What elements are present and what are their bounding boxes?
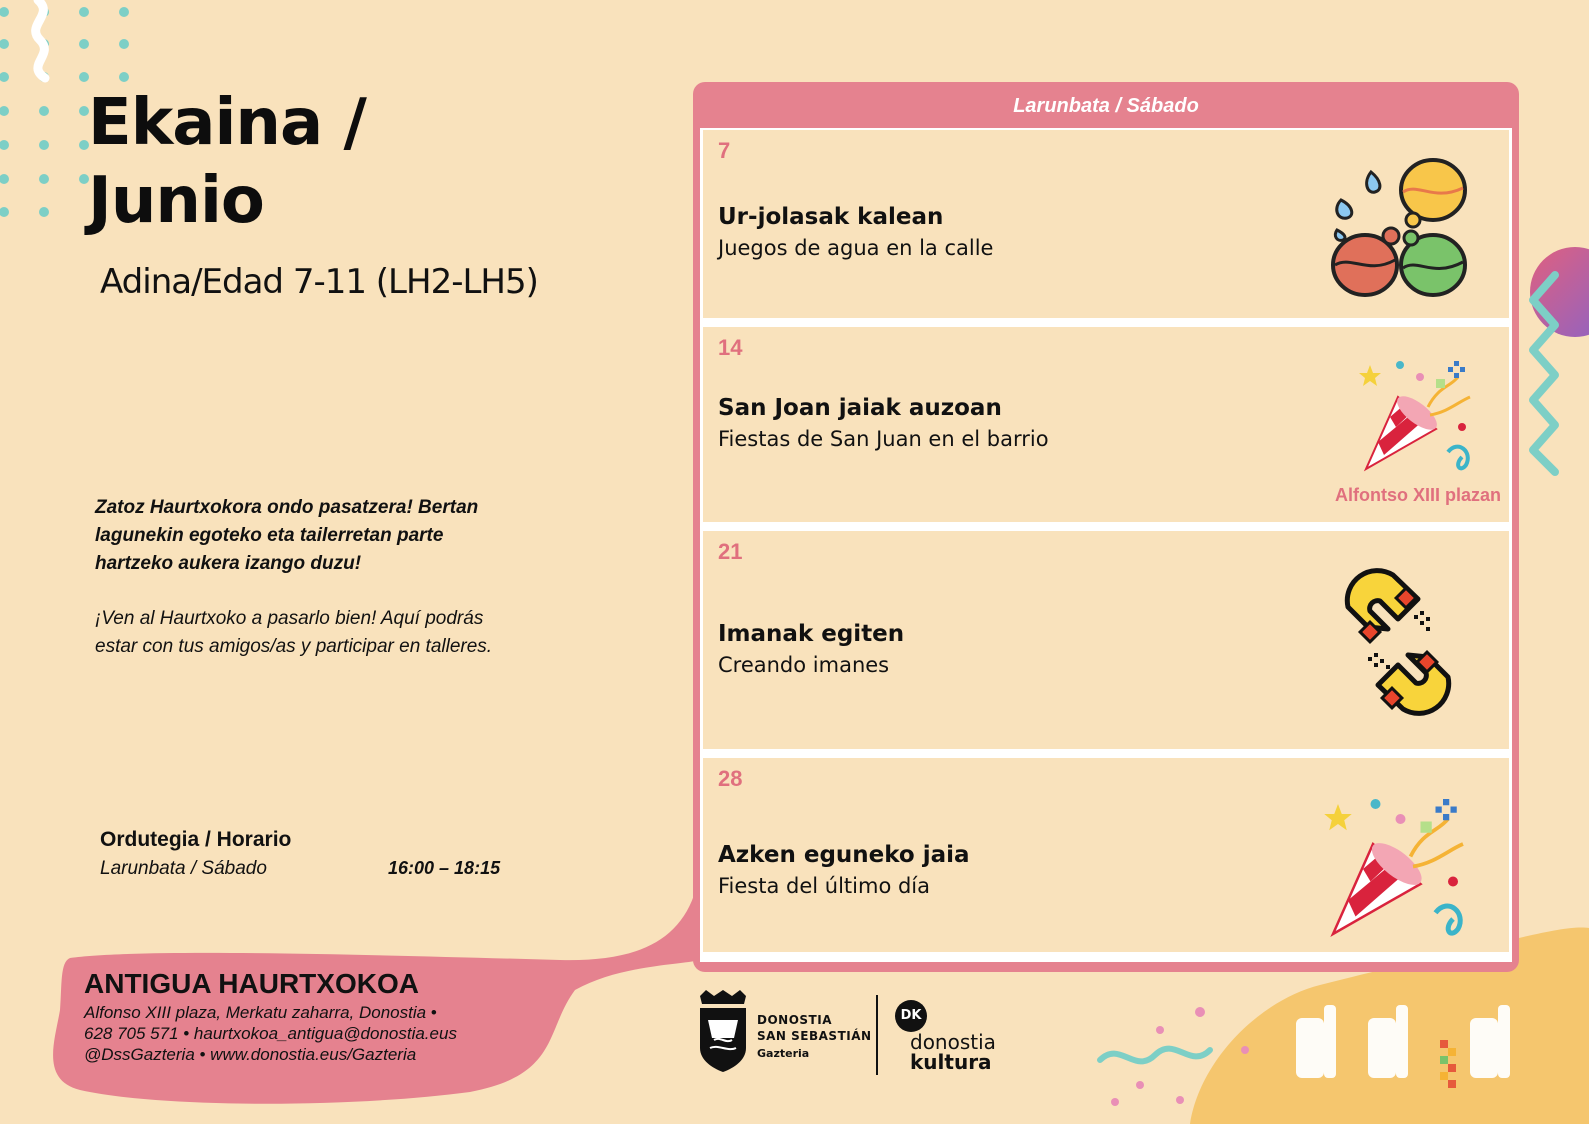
logo-divider: [876, 995, 878, 1075]
event-card: [703, 758, 1509, 952]
event-card: [703, 130, 1509, 318]
event-subtitle: Fiesta del último día: [718, 874, 931, 898]
event-location: Alfontso XIII plazan: [1334, 485, 1501, 505]
dk-logo-text-2: kultura: [910, 1050, 992, 1074]
venue-address: Alfonso XIII plaza, Merkatu zaharra, Donostia •: [84, 1003, 437, 1022]
venue-contact: 628 705 571 • haurtxokoa_antigua@donostia.eus: [84, 1024, 457, 1043]
city-name-es: SAN SEBASTIÁN: [757, 1029, 872, 1043]
event-subtitle: Fiestas de San Juan en el barrio: [718, 427, 1049, 451]
gazteria-label: Gazteria: [757, 1047, 810, 1060]
event-title: Ur-jolasak kalean: [718, 204, 944, 230]
party-popper-icon: [1323, 794, 1473, 944]
calendar-header: Larunbata / Sábado: [1013, 95, 1199, 117]
event-date: 21: [718, 539, 743, 564]
event-subtitle: Creando imanes: [718, 653, 890, 677]
city-shield-logo: [696, 990, 750, 1072]
intro-text-basque: Zatoz Haurtxokora ondo pasatzera! Bertan lagunekin egoteko eta tailerretan parte hartzeko aukera izango duzu!: [95, 497, 479, 574]
city-name: DONOSTIA: [757, 1013, 832, 1027]
event-card: [703, 327, 1509, 522]
month-title: Ekaina / Junio: [88, 86, 366, 238]
intro-text-spanish: ¡Ven al Haurtxoko a pasarlo bien! Aquí podrás estar con tus amigos/as y participar en talleres.: [95, 608, 493, 657]
event-title: Imanak egiten: [718, 621, 905, 647]
event-title: Azken eguneko jaia: [718, 842, 970, 868]
dk-logo-text-1: donostia: [910, 1030, 996, 1054]
city-logo-text: [757, 1012, 872, 1044]
venue-name: ANTIGUA HAURTXOKOA: [84, 968, 419, 999]
water-balloons-icon: [1323, 150, 1473, 300]
event-title: San Joan jaiak auzoan: [718, 395, 1002, 421]
event-card: [703, 531, 1509, 749]
event-date: 7: [718, 138, 731, 163]
event-subtitle: Juegos de agua en la calle: [718, 236, 994, 260]
dk-logo-badge: DK: [895, 1000, 927, 1032]
schedule-title: Ordutegia / Horario: [100, 828, 292, 851]
schedule-time: 16:00 – 18:15: [388, 858, 501, 878]
party-popper-icon: [1358, 357, 1478, 477]
event-date: 14: [718, 335, 743, 360]
venue-web: @DssGazteria • www.donostia.eus/Gazteria: [84, 1045, 417, 1064]
magnet-icon: [1318, 567, 1478, 717]
schedule-day: Larunbata / Sábado: [100, 858, 267, 879]
age-range: Adina/Edad 7-11 (LH2-LH5): [100, 262, 538, 302]
event-date: 28: [718, 766, 743, 791]
